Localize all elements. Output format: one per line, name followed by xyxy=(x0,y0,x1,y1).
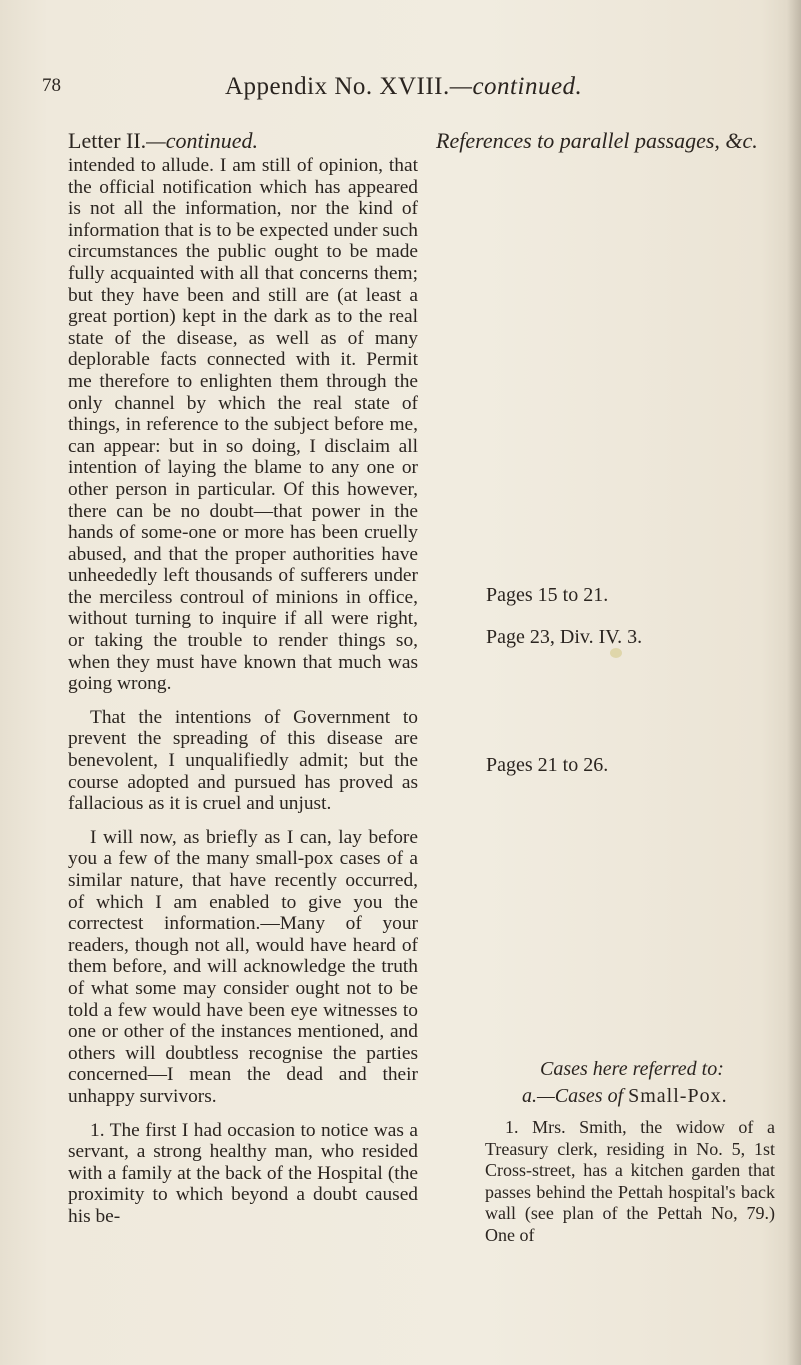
cases-subtitle xyxy=(522,1085,728,1108)
case-1-text: 1. Mrs. Smith, the widow of a Treasury clerk, residing in No. 5, 1st Cross-street, has a kitchen garden that passes behind the Pettah hospital's back wall (see plan of the Pettah No, 79.) One of xyxy=(485,1117,775,1245)
paragraph-4: 1. The first I had occasion to notice was a servant, a strong healthy man, who resided with a family at the back of the Hospital (the proximity to which beyond a doubt caused his be- xyxy=(68,1119,418,1227)
header-continued: —continued. xyxy=(449,73,583,100)
cases-subtitle-smallcaps: Small-Pox. xyxy=(628,1085,728,1107)
reference-2: Page 23, Div. IV. 3. xyxy=(486,626,643,648)
paragraph-3: I will now, as briefly as I can, lay before you a few of the many small-pox cases of a similar nature, that have recently occurred, of which I am enabled to give you the correctest information.—Many of your readers, though not all, would have heard of them before, and will acknowledge the truth of what some may consider ought not to be told a few would have been eye witnesses to one or other of the instances mentioned, and others will doubtless recognise the parties concerned—I mean the dead and their unhappy survivors. xyxy=(68,826,418,1107)
page-number: 78 xyxy=(42,75,61,96)
reference-1: Pages 15 to 21. xyxy=(486,584,609,606)
cases-title: Cases here referred to: xyxy=(540,1058,724,1080)
running-header xyxy=(225,73,582,101)
cases-subtitle-prefix: a.—Cases of xyxy=(522,1085,624,1107)
references-heading: References to parallel passages, &c. xyxy=(436,128,758,153)
ink-blemish xyxy=(610,648,622,658)
header-title: Appendix No. XVIII. xyxy=(225,73,450,100)
page-edge-shadow xyxy=(787,0,801,1365)
reference-3: Pages 21 to 26. xyxy=(486,754,609,776)
left-column xyxy=(68,155,418,1240)
paragraph-2: That the intentions of Government to prevent the spreading of this disease are benevolent, I unqualifiedly admit; but the course adopted and pursued has proved as fallacious as it is cruel and unjust. xyxy=(68,706,418,815)
letter-continued: —continued. xyxy=(146,128,258,153)
letter-title: Letter II. xyxy=(68,128,147,153)
paragraph-1: intended to allude. I am still of opinion, that the official notification which has appeared is not all the information, nor the kind of information that is to be expected under such circumstances the public ought to be made fully acquainted with all that concerns them; but they have been and still are (at least a great portion) kept in the dark as to the real state of the disease, as well as of many deplorable facts connected with it. Permit me therefore to enlighten them through the only channel by which the real state of things, in reference to the subject before me, can appear: but in so doing, I disclaim all intention of laying the blame to any one or other person in particular. Of this however, there can be no doubt—that power in the hands of some-one or more has been cruelly abused, and that the proper authorities have unheededly left thousands of sufferers under the merciless controul of minions in office, without turning to inquire if all were right, or taking the trouble to render things so, when they must have known that much was going wrong. xyxy=(68,155,418,695)
letter-heading xyxy=(68,128,258,154)
